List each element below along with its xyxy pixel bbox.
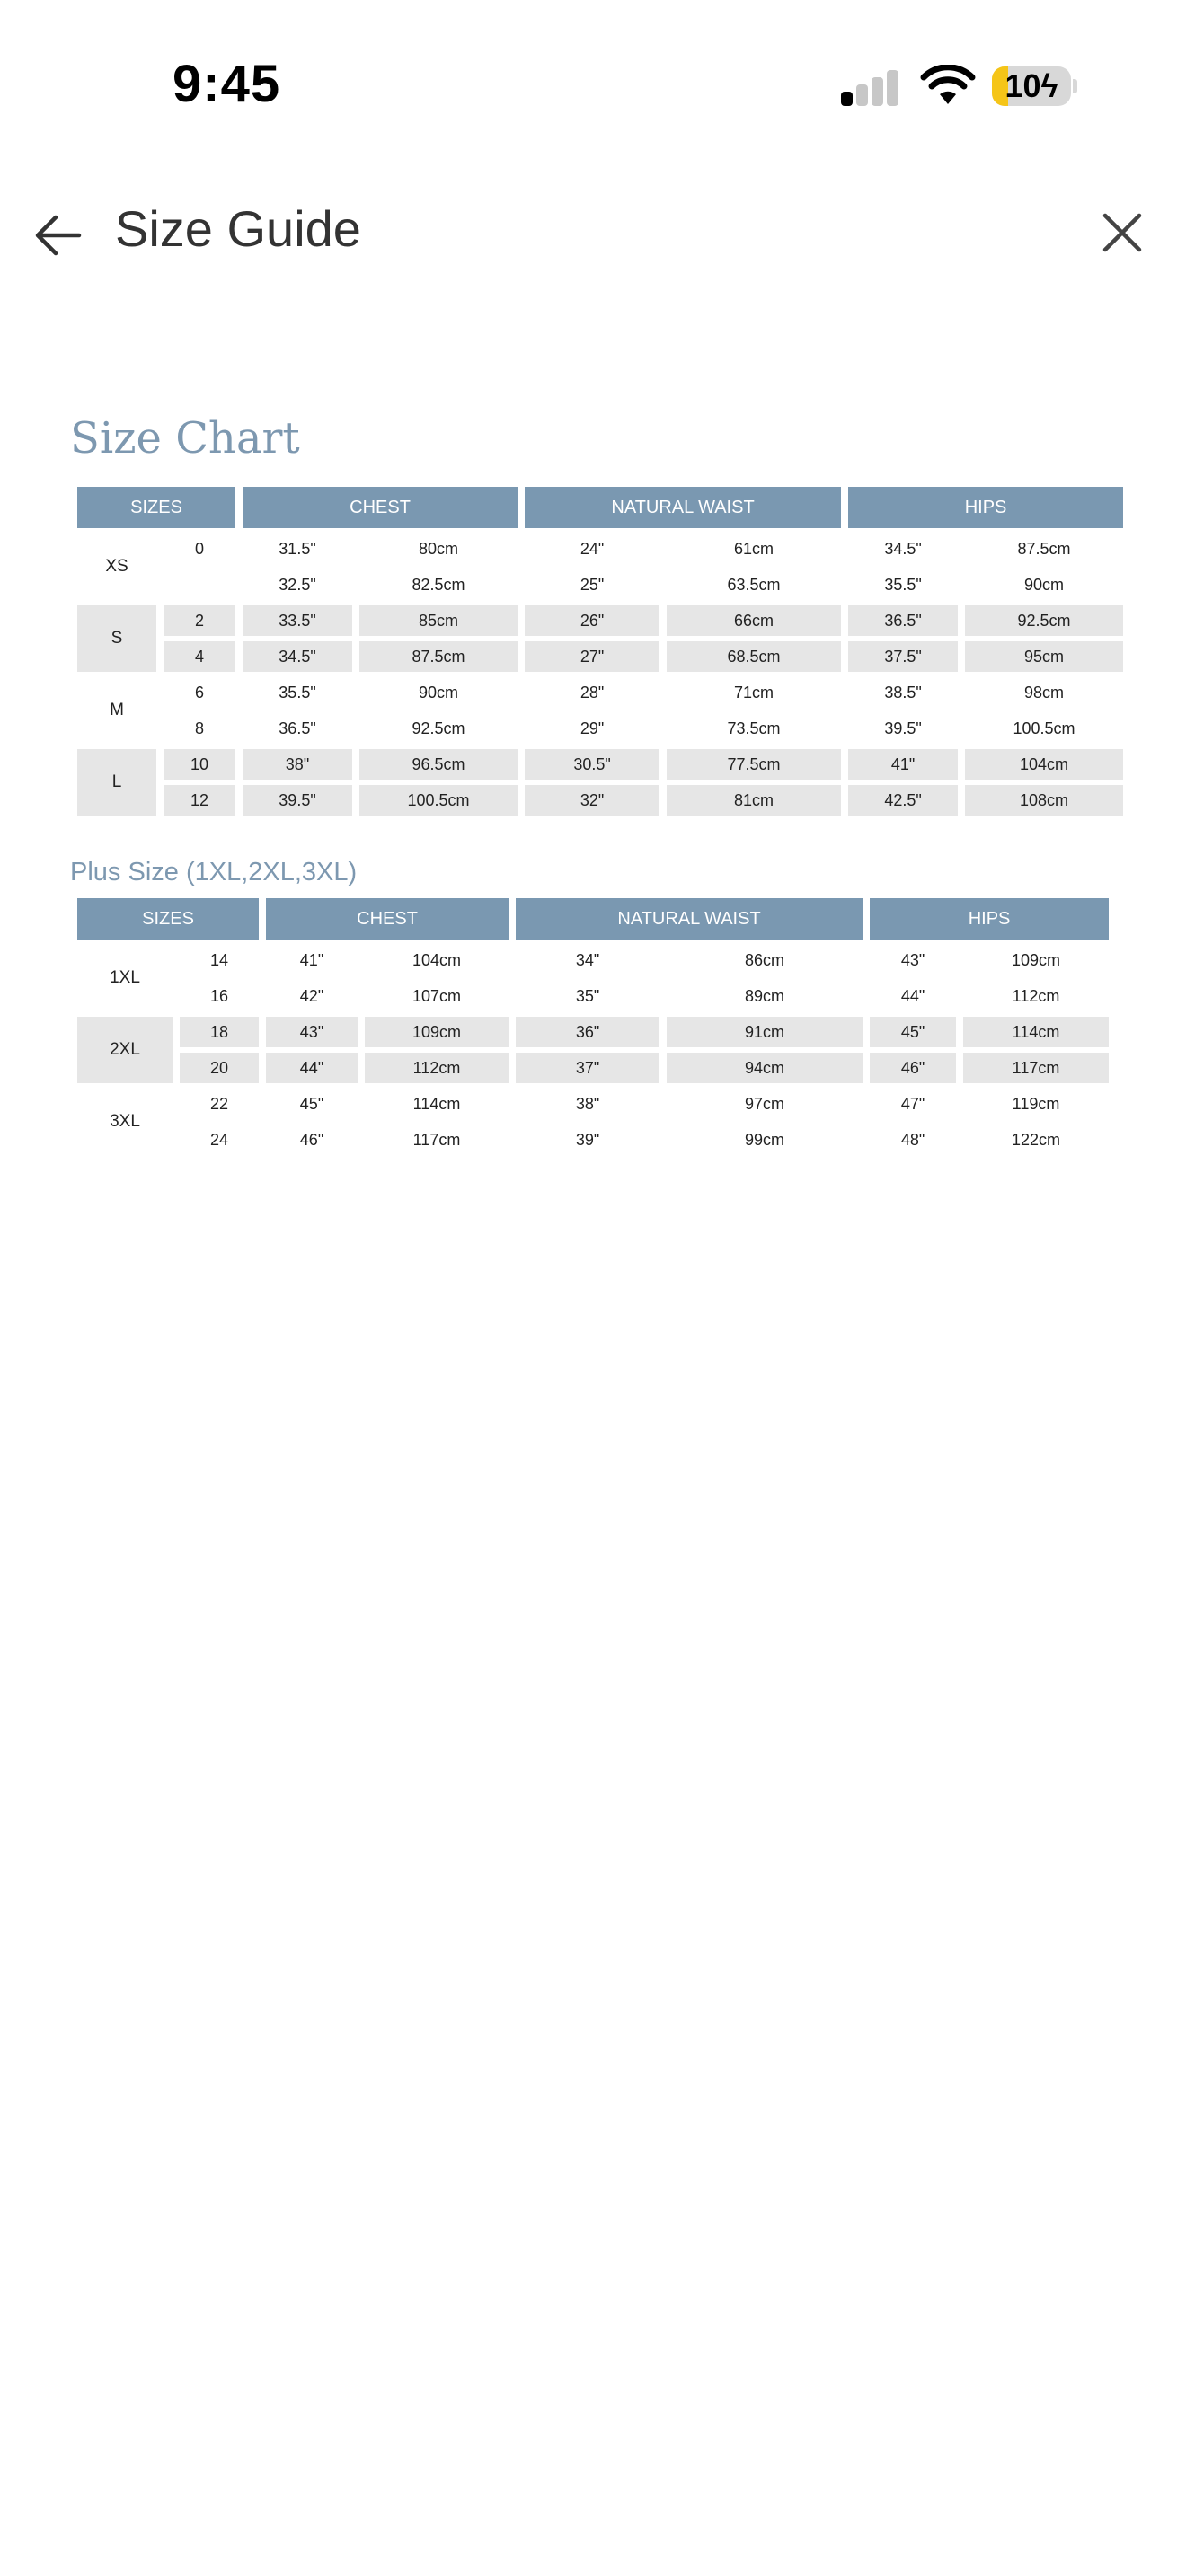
table-cell-num: 4	[164, 641, 235, 672]
table-cell-waist-in: 25"	[580, 575, 605, 594]
table-cell-num: 12	[164, 785, 235, 816]
table-cell-waist-in: 36"	[516, 1017, 659, 1047]
table-cell-hips-cm: 100.5cm	[1013, 719, 1075, 737]
table-cell-waist-cm: 63.5cm	[727, 575, 781, 594]
table-cell-waist-cm: 77.5cm	[667, 749, 841, 780]
chest-header: CHEST	[243, 487, 518, 528]
table-cell-waist-cm: 97cm	[745, 1094, 785, 1113]
table-cell-hips-in: 39.5"	[884, 719, 922, 737]
table-cell-waist-in: 38"	[575, 1094, 600, 1113]
table-cell-hips-in: 35.5"	[884, 575, 922, 594]
table-cell-hips-cm: 108cm	[965, 785, 1123, 816]
wifi-icon	[920, 65, 976, 106]
table-cell-waist-cm: 61cm	[734, 539, 774, 558]
table-cell-waist-cm: 91cm	[667, 1017, 863, 1047]
table-row	[77, 677, 1123, 708]
size-label: XS	[105, 557, 128, 576]
table-row	[77, 981, 1109, 1011]
table-cell-waist-in: 26"	[525, 605, 659, 636]
table-cell-waist-cm: 86cm	[745, 950, 785, 969]
table-row	[77, 641, 1123, 672]
table-cell-chest-in: 32.5"	[279, 575, 316, 594]
size-chart-title: Size Chart	[70, 413, 300, 463]
table-cell-hips-cm: 87.5cm	[1017, 539, 1071, 558]
table-cell-waist-cm: 73.5cm	[727, 719, 781, 737]
table-cell-chest-in: 44"	[266, 1053, 358, 1083]
plus-size-table	[70, 893, 1116, 1160]
table-row	[77, 1089, 1109, 1119]
table-row	[77, 785, 1123, 816]
table-cell-hips-in: 47"	[900, 1094, 925, 1113]
table-cell-num: 8	[195, 719, 205, 737]
table-cell-hips-in: 37.5"	[848, 641, 958, 672]
status-time: 9:45	[173, 55, 281, 113]
table-cell-chest-cm: 114cm	[412, 1094, 461, 1113]
table-cell-waist-cm: 81cm	[667, 785, 841, 816]
page-title: Size Guide	[115, 200, 361, 257]
table-cell-hips-cm: 117cm	[963, 1053, 1109, 1083]
sizes-header: SIZES	[77, 487, 235, 528]
table-row	[77, 945, 1109, 975]
table-cell-hips-in: 38.5"	[884, 683, 922, 701]
table-cell-chest-in: 33.5"	[243, 605, 352, 636]
table-cell-waist-cm: 68.5cm	[667, 641, 841, 672]
table-cell-hips-cm: 95cm	[965, 641, 1123, 672]
table-row	[77, 1017, 1109, 1047]
table-cell-waist-cm: 99cm	[745, 1130, 785, 1149]
table-cell-chest-cm: 85cm	[359, 605, 518, 636]
table-cell-waist-cm: 94cm	[667, 1053, 863, 1083]
table-cell-waist-in: 35"	[575, 986, 600, 1005]
table-cell-hips-cm: 112cm	[1012, 986, 1060, 1005]
table-cell-waist-in: 32"	[525, 785, 659, 816]
size-label: 3XL	[110, 1112, 140, 1131]
table-row	[77, 713, 1123, 744]
table-cell-waist-in: 27"	[525, 641, 659, 672]
table-cell-waist-in: 24"	[580, 539, 605, 558]
chest-header: CHEST	[266, 898, 509, 940]
status-bar	[0, 0, 1186, 171]
size-label: 2XL	[77, 1017, 173, 1083]
table-cell-num: 20	[180, 1053, 259, 1083]
waist-header: NATURAL WAIST	[516, 898, 863, 940]
table-cell-waist-cm: 71cm	[734, 683, 774, 701]
table-cell-num: 14	[209, 950, 229, 969]
table-cell-chest-cm: 107cm	[412, 986, 462, 1005]
table-cell-chest-cm: 82.5cm	[412, 575, 465, 594]
table-row	[77, 1053, 1109, 1083]
table-row	[77, 569, 1123, 600]
table-row	[77, 749, 1123, 780]
table-row	[77, 1125, 1109, 1155]
table-cell-chest-in: 34.5"	[243, 641, 352, 672]
table-cell-hips-cm: 104cm	[965, 749, 1123, 780]
hips-header: HIPS	[848, 487, 1123, 528]
battery-level: 10	[1005, 67, 1041, 104]
table-cell-chest-in: 36.5"	[279, 719, 316, 737]
table-cell-chest-in: 31.5"	[279, 539, 316, 558]
cellular-signal-icon	[841, 68, 900, 106]
table-cell-waist-in: 28"	[580, 683, 605, 701]
table-row	[77, 534, 1123, 564]
table-cell-chest-in: 45"	[299, 1094, 324, 1113]
table-cell-num: 18	[180, 1017, 259, 1047]
table-cell-hips-cm: 109cm	[1012, 950, 1061, 969]
table-cell-chest-in: 39.5"	[243, 785, 352, 816]
table-cell-chest-cm: 104cm	[412, 950, 462, 969]
table-cell-waist-in: 34"	[575, 950, 600, 969]
table-cell-num: 24	[209, 1130, 229, 1149]
table-cell-chest-cm: 80cm	[419, 539, 459, 558]
table-cell-chest-in: 41"	[299, 950, 324, 969]
table-cell-chest-in: 46"	[299, 1130, 324, 1149]
sizes-header: SIZES	[77, 898, 259, 940]
table-cell-chest-in: 43"	[266, 1017, 358, 1047]
size-chart-table	[70, 481, 1130, 821]
table-cell-hips-in: 41"	[848, 749, 958, 780]
table-cell-hips-in: 44"	[900, 986, 925, 1005]
size-label: 1XL	[110, 968, 140, 987]
table-cell-hips-cm: 122cm	[1012, 1130, 1061, 1149]
table-cell-chest-cm: 100.5cm	[359, 785, 518, 816]
table-cell-waist-in: 37"	[516, 1053, 659, 1083]
back-arrow-icon[interactable]	[27, 203, 92, 268]
table-cell-num: 22	[209, 1094, 229, 1113]
table-cell-hips-cm: 114cm	[963, 1017, 1109, 1047]
table-cell-chest-cm: 117cm	[412, 1130, 461, 1149]
table-cell-chest-cm: 87.5cm	[359, 641, 518, 672]
table-cell-chest-cm: 112cm	[365, 1053, 509, 1083]
table-cell-waist-in: 39"	[575, 1130, 600, 1149]
table-cell-hips-in: 34.5"	[884, 539, 922, 558]
table-cell-waist-cm: 89cm	[745, 986, 785, 1005]
table-cell-chest-cm: 90cm	[419, 683, 459, 701]
table-cell-chest-cm: 96.5cm	[359, 749, 518, 780]
size-label: S	[77, 605, 156, 672]
table-cell-hips-cm: 92.5cm	[965, 605, 1123, 636]
table-cell-chest-in: 42"	[299, 986, 324, 1005]
size-label: L	[77, 749, 156, 816]
table-row	[77, 605, 1123, 636]
table-cell-chest-in: 38"	[243, 749, 352, 780]
close-icon[interactable]	[1091, 201, 1154, 264]
size-label: M	[110, 701, 124, 719]
plus-size-title: Plus Size (1XL,2XL,3XL)	[70, 858, 358, 887]
table-cell-num	[164, 569, 235, 600]
table-cell-hips-in: 42.5"	[848, 785, 958, 816]
hips-header: HIPS	[870, 898, 1109, 940]
table-cell-chest-cm: 92.5cm	[412, 719, 465, 737]
waist-header: NATURAL WAIST	[525, 487, 841, 528]
table-cell-chest-cm: 109cm	[365, 1017, 509, 1047]
table-cell-hips-cm: 98cm	[1024, 683, 1065, 701]
table-cell-hips-in: 48"	[900, 1130, 925, 1149]
table-cell-num: 6	[195, 683, 205, 701]
table-cell-waist-cm: 66cm	[667, 605, 841, 636]
table-cell-waist-in: 30.5"	[525, 749, 659, 780]
table-cell-num: 16	[209, 986, 229, 1005]
table-cell-hips-in: 45"	[870, 1017, 956, 1047]
table-cell-hips-in: 43"	[900, 950, 925, 969]
table-cell-num: 2	[164, 605, 235, 636]
table-cell-num: 10	[164, 749, 235, 780]
table-cell-hips-cm: 90cm	[1024, 575, 1065, 594]
table-cell-hips-in: 36.5"	[848, 605, 958, 636]
table-cell-chest-in: 35.5"	[279, 683, 316, 701]
table-cell-hips-cm: 119cm	[1012, 1094, 1060, 1113]
table-cell-waist-in: 29"	[580, 719, 605, 737]
header	[0, 180, 1186, 287]
battery-icon: 10ϟ	[992, 66, 1071, 106]
table-cell-hips-in: 46"	[870, 1053, 956, 1083]
table-cell-num: 0	[195, 539, 205, 558]
